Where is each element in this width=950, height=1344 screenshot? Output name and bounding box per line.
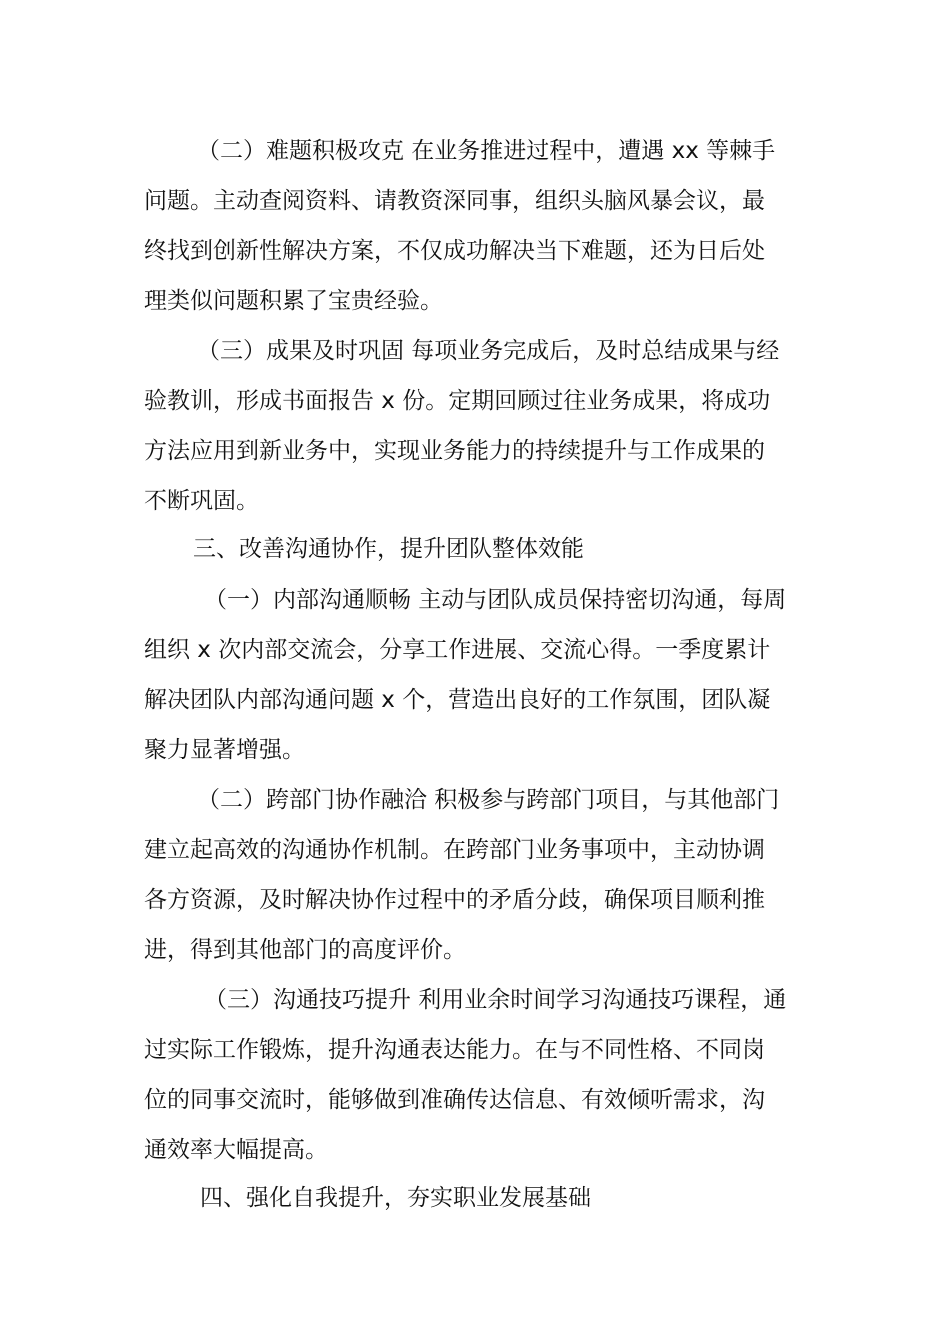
paragraph-line: 理类似问题积累了宝贵经验。 [144,288,443,314]
paragraph-line: 聚力显著增强。 [144,737,305,763]
paragraph-line: 各方资源，及时解决协作过程中的矛盾分歧，确保项目顺利推 [144,887,765,913]
paragraph-line: （三）成果及时巩固 每项业务完成后，及时总结成果与经 [197,338,780,364]
paragraph-line: （二）难题积极攻克 在业务推进过程中，遭遇 xx 等棘手 [197,138,776,164]
paragraph-line: 验教训，形成书面报告 x 份。定期回顾过往业务成果，将成功 [144,388,771,414]
section-heading: 四、强化自我提升，夯实职业发展基础 [200,1185,591,1211]
paragraph-line: （二）跨部门协作融洽 积极参与跨部门项目，与其他部门 [197,787,780,813]
paragraph-line: 建立起高效的沟通协作机制。在跨部门业务事项中，主动协调 [144,837,765,863]
paragraph-line: 问题。主动查阅资料、请教资深同事，组织头脑风暴会议，最 [144,188,765,214]
paragraph-line: 不断巩固。 [144,488,259,514]
paragraph-line: 位的同事交流时，能够做到准确传达信息、有效倾听需求，沟 [144,1087,765,1113]
paragraph-line: 组织 x 次内部交流会，分享工作进展、交流心得。一季度累计 [144,637,771,663]
paragraph-line: （一）内部沟通顺畅 主动与团队成员保持密切沟通，每周 [204,587,787,613]
paragraph-line: 通效率大幅提高。 [144,1137,328,1163]
paragraph-line: 方法应用到新业务中，实现业务能力的持续提升与工作成果的 [144,438,765,464]
paragraph-line: 终找到创新性解决方案，不仅成功解决当下难题，还为日后处 [144,238,765,264]
section-heading: 三、改善沟通协作，提升团队整体效能 [193,536,584,562]
paragraph-line: （三）沟通技巧提升 利用业余时间学习沟通技巧课程，通 [204,987,787,1013]
paragraph-line: 进，得到其他部门的高度评价。 [144,937,466,963]
paragraph-line: 解决团队内部沟通问题 x 个，营造出良好的工作氛围，团队凝 [144,687,771,713]
paragraph-line: 过实际工作锻炼，提升沟通表达能力。在与不同性格、不同岗 [144,1037,765,1063]
